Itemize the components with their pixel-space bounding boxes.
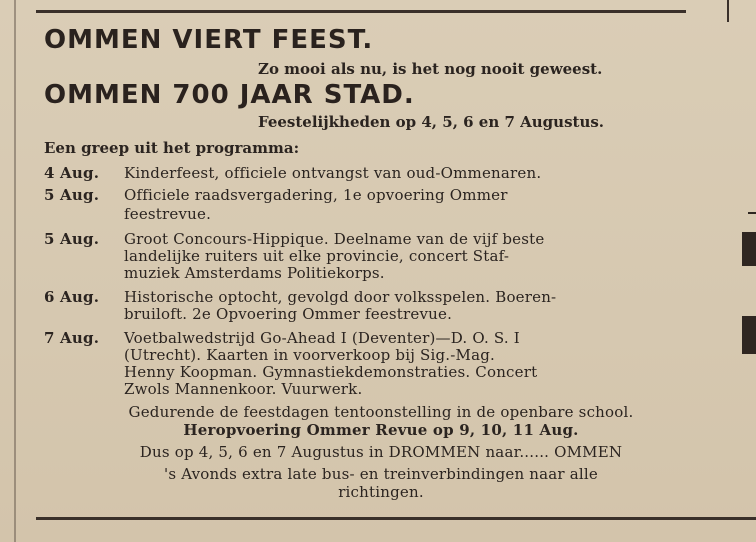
programme-text: Zwols Mannenkoor. Vuurwerk. (124, 380, 363, 398)
column-edge-right (727, 0, 729, 22)
adjacent-column-mark (742, 232, 756, 266)
headline-700-jaar: OMMEN 700 JAAR STAD. (44, 80, 415, 110)
programme-text: bruiloft. 2e Opvoering Ommer feestrevue. (124, 305, 453, 323)
programme-text: (Utrecht). Kaarten in voorverkoop bij Sig.-Mag. (124, 346, 496, 364)
bottom-border-rule (36, 517, 756, 520)
programme-date: 5 Aug. (44, 230, 100, 248)
programme-text: feestrevue. (124, 205, 212, 223)
programme-text: landelijke ruiters uit elke provincie, concert Staf- (124, 247, 510, 265)
programme-text: Voetbalwedstrijd Go-Ahead I (Deventer)—D. O. S. I (124, 329, 520, 347)
programme-text: Groot Concours-Hippique. Deelname van de vijf beste (124, 230, 545, 248)
programme-text: Officiele raadsvergadering, 1e opvoering Ommer (124, 186, 508, 204)
programme-date: 7 Aug. (44, 329, 100, 347)
revue-repeat-note: Heropvoering Ommer Revue op 9, 10, 11 Aug. (183, 421, 579, 439)
programme-date: 5 Aug. (44, 186, 100, 204)
tagline: Zo mooi als nu, is het nog nooit geweest. (258, 60, 603, 78)
transport-note-cont: richtingen. (338, 483, 424, 501)
adjacent-column-mark (742, 316, 756, 354)
top-border-rule (36, 10, 686, 13)
transport-note: 's Avonds extra late bus- en treinverbindingen naar alle (164, 465, 598, 483)
programme-text: Henny Koopman. Gymnastiekdemonstraties. Concert (124, 363, 538, 381)
adjacent-column-tick (748, 212, 756, 214)
programme-intro: Een greep uit het programma: (44, 139, 300, 157)
programme-text: Historische optocht, gevolgd door volksspelen. Boeren- (124, 288, 557, 306)
programme-text: Kinderfeest, officiele ontvangst van oud-Ommenaren. (124, 164, 542, 182)
programme-date: 4 Aug. (44, 164, 100, 182)
programme-date: 6 Aug. (44, 288, 100, 306)
call-to-action: Dus op 4, 5, 6 en 7 Augustus in DROMMEN naar...... OMMEN (139, 443, 623, 461)
headline-ommen-viert-feest: OMMEN VIERT FEEST. (44, 25, 374, 55)
exhibition-note: Gedurende de feestdagen tentoonstelling in de openbare school. (128, 403, 634, 421)
programme-text: muziek Amsterdams Politiekorps. (124, 264, 385, 282)
festival-dates: Feestelijkheden op 4, 5, 6 en 7 Augustus. (258, 113, 605, 131)
column-edge-left (14, 0, 16, 542)
